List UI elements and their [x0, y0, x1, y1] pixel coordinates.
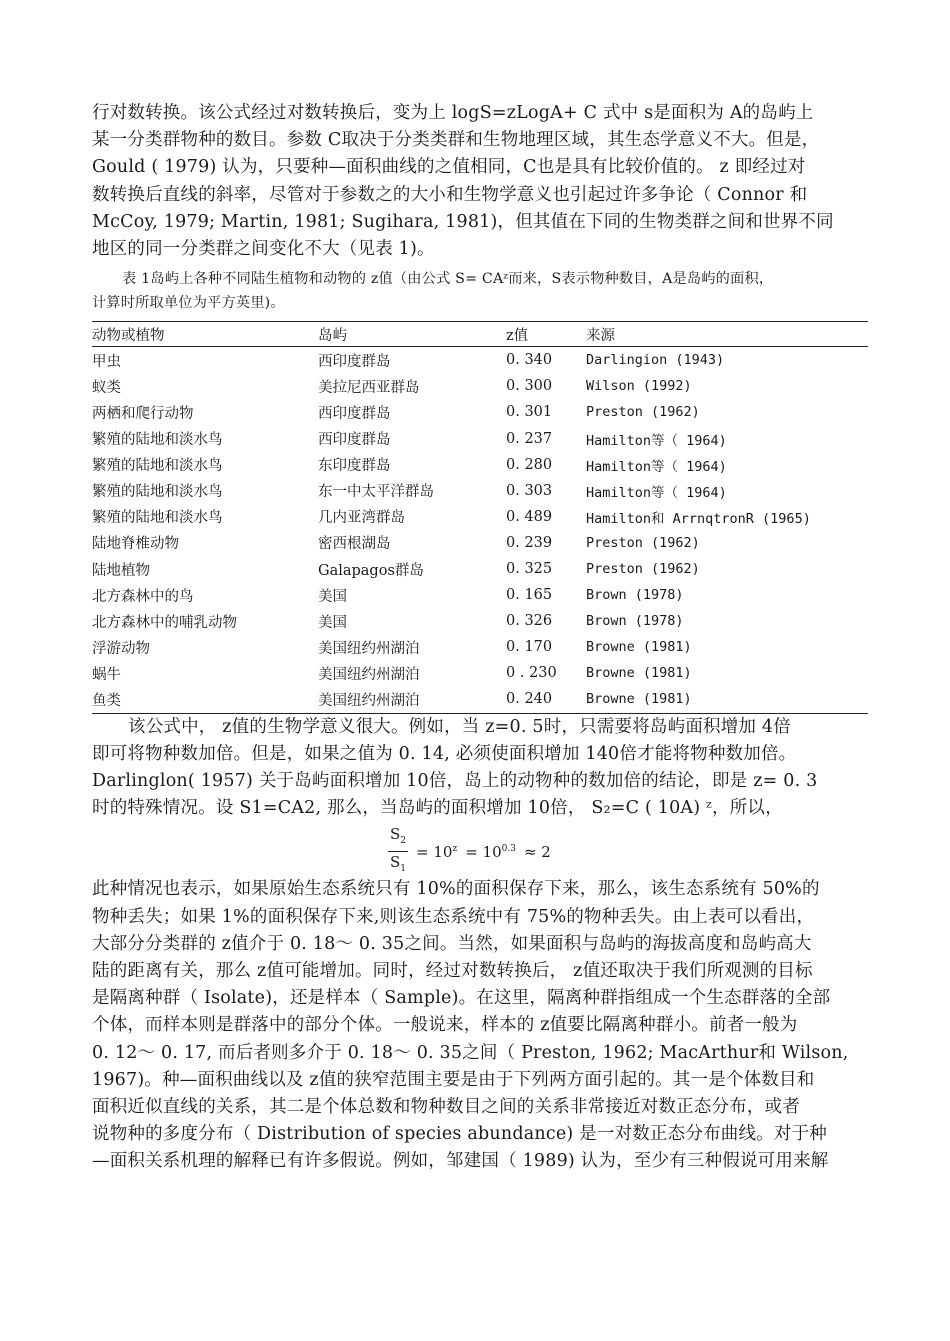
cell-z-value: 0. 170 — [506, 639, 553, 656]
caption-line: 计算时所取单位为平方英里)。 — [92, 295, 285, 312]
table-row — [92, 347, 868, 374]
text-line: Gould ( 1979) 认为，只要种—面积曲线的之值相同，C也是具有比较价值的。 z 即经过对 — [92, 157, 806, 178]
cell-source: Hamilton等（ 1964) — [586, 432, 727, 449]
cell-source: Brown (1978) — [586, 587, 684, 604]
cell-z-value: 0. 280 — [506, 456, 553, 473]
text-line: 陆的距离有关，那么 z值可能增加。同时，经过对数转换后， z值还取决于我们所观测的目标 — [92, 960, 813, 981]
formula-denominator — [390, 852, 406, 879]
text-line: 1967)。种—面积曲线以及 z值的狭窄范围主要是由于下列两方面引起的。其一是个体数目和 — [92, 1069, 815, 1090]
table-row — [92, 399, 868, 425]
text-line: 该公式中， z值的生物学意义很大。例如，当 z=0. 5时，只需要将岛屿面积增加 4倍 — [128, 716, 791, 737]
text-line: 数转换后直线的斜率，尽管对于参数之的大小和生物学意义也引起过许多争论（ Connor 和 — [92, 184, 808, 205]
text-line: 此种情况也表示，如果原始生态系统只有 10%的面积保存下来，那么，该生态系统有 50%的 — [92, 879, 820, 900]
cell-island: 美国纽约州湖泊 — [318, 666, 420, 683]
intro-paragraph — [92, 100, 868, 263]
cell-organism: 两栖和爬行动物 — [92, 405, 194, 422]
numerator-subscript: 2 — [400, 836, 407, 847]
text-line: 行对数转换。该公式经过对数转换后，变为上 logS=zLogA+ C 式中 s是面积为 A的岛屿上 — [92, 103, 814, 123]
cell-source: Darlingion (1943) — [586, 352, 725, 369]
text-line: 大部分分类群的 z值介于 0. 18～ 0. 35之间。当然，如果面积与岛屿的海拔高度和岛屿高大 — [92, 933, 812, 954]
table-row — [92, 634, 868, 660]
text-line: 物种丢失；如果 1%的面积保存下来,则该生态系统中有 75%的物种丢失。由上表可以看出， — [92, 906, 815, 927]
cell-source: Hamilton等（ 1964) — [586, 458, 727, 475]
term-2-base: = 10 — [465, 842, 502, 861]
cell-source: Browne (1981) — [586, 639, 692, 656]
cell-organism: 浮游动物 — [92, 640, 150, 657]
cell-island: 密西根湖岛 — [318, 536, 391, 553]
cell-z-value: 0. 237 — [506, 430, 553, 447]
cell-z-value: 0. 340 — [506, 352, 553, 369]
table-row — [92, 452, 868, 478]
table-row — [92, 582, 868, 608]
cell-island: 几内亚湾群岛 — [318, 510, 405, 527]
text-line: 时的特殊情况。设 S1=CA2, 那么，当岛屿的面积增加 10倍， S₂=C ( 10A) ᶻ，所以， — [92, 798, 783, 819]
cell-z-value: 0. 301 — [506, 404, 553, 421]
cell-organism: 繁殖的陆地和淡水鸟 — [92, 432, 223, 449]
cell-island: 美拉尼西亚群岛 — [318, 379, 420, 396]
caption-line: 表 1岛屿上各种不同陆生植物和动物的 z值（由公式 S= CAᶻ而来，S表示物种数目，A是岛屿的面积， — [122, 271, 774, 288]
text-line: 是隔离种群（ Isolate)，还是样本（ Sample)。在这里，隔离种群指组成一个生态群落的全部 — [92, 988, 831, 1009]
text-line: 个体，而样本则是群落中的部分个体。一般说来，样本的 z值要比隔离种群小。前者一般为 — [92, 1015, 798, 1036]
cell-island: 美国纽约州湖泊 — [318, 686, 506, 713]
formula-term-3: ≈ 2 — [523, 842, 551, 861]
cell-island: 美国 — [318, 588, 347, 605]
header-z-value: z值 — [506, 322, 586, 347]
text-line: 地区的同一分类群之间变化不大（见表 1)。 — [92, 239, 435, 260]
table-body — [92, 347, 868, 713]
cell-organism: 蚁类 — [92, 379, 121, 396]
table-row — [92, 478, 868, 504]
cell-z-value: 0. 165 — [506, 587, 553, 604]
z-value-table — [92, 321, 868, 713]
cell-organism: 繁殖的陆地和淡水鸟 — [92, 484, 223, 501]
cell-z-value: 0. 300 — [506, 378, 553, 395]
term-1-exponent: z — [452, 843, 458, 854]
cell-island: 美国 — [318, 614, 347, 631]
paragraph-after-table — [92, 714, 868, 823]
cell-organism: 蜗牛 — [92, 666, 121, 683]
text-line: 面积近似直线的关系，其二是个体总数和物种数目之间的关系非常接近对数正态分布，或者 — [92, 1096, 800, 1117]
cell-organism: 繁殖的陆地和淡水鸟 — [92, 458, 223, 475]
table-row — [92, 530, 868, 556]
cell-source: Browne (1981) — [586, 686, 868, 713]
cell-z-value: 0. 303 — [506, 482, 553, 499]
cell-organism: 甲虫 — [92, 353, 121, 370]
table-row — [92, 686, 868, 713]
table-row — [92, 426, 868, 452]
cell-z-value: 0. 240 — [506, 686, 586, 713]
cell-organism: 北方森林中的哺乳动物 — [92, 614, 237, 631]
header-source: 来源 — [586, 322, 868, 347]
table-row — [92, 660, 868, 686]
table-row — [92, 556, 868, 582]
table-row — [92, 373, 868, 399]
cell-island: 东一中太平洋群岛 — [318, 484, 434, 501]
text-line: 说物种的多度分布（ Distribution of species abundance) 是一对数正态分布曲线。对于种 — [92, 1124, 827, 1145]
numerator-symbol: S — [390, 825, 401, 844]
denominator-symbol: S — [390, 853, 401, 872]
cell-source: Brown (1978) — [586, 613, 684, 630]
cell-z-value: 0. 239 — [506, 534, 553, 551]
cell-source: Preston (1962) — [586, 534, 700, 551]
table-caption — [92, 267, 868, 315]
page-content — [92, 100, 868, 1176]
formula-term-2 — [465, 843, 516, 861]
formula-fraction — [388, 824, 408, 879]
text-line: —面积关系机理的解释已有许多假说。例如，邹建国（ 1989) 认为，至少有三种假说可用来解 — [92, 1151, 829, 1172]
cell-source: Wilson (1992) — [586, 378, 692, 395]
table-row — [92, 504, 868, 530]
cell-organism: 北方森林中的鸟 — [92, 588, 194, 605]
cell-organism: 鱼类 — [92, 686, 318, 713]
header-island: 岛屿 — [318, 322, 506, 347]
cell-z-value: 0. 489 — [506, 508, 553, 525]
cell-z-value: 0. 326 — [506, 613, 553, 630]
cell-island: 西印度群岛 — [318, 405, 391, 422]
cell-island: 东印度群岛 — [318, 458, 391, 475]
text-line: 某一分类群物种的数目。参数 C取决于分类类群和生物地理区域，其生态学意义不大。但是， — [92, 130, 820, 151]
cell-organism: 繁殖的陆地和淡水鸟 — [92, 510, 223, 527]
text-line: McCoy, 1979; Martin, 1981; Sugihara, 1981)，但其值在下同的生物类群之间和世界不同 — [92, 211, 834, 232]
cell-island: 西印度群岛 — [318, 353, 391, 370]
table-row — [92, 608, 868, 634]
cell-source: Preston (1962) — [586, 561, 700, 578]
cell-source: Hamilton等（ 1964) — [586, 484, 727, 501]
text-line: Darlinglon( 1957) 关于岛屿面积增加 10倍，岛上的动物种的数加倍的结论，即是 z= 0. 3 — [92, 770, 818, 791]
term-2-exponent: 0.3 — [501, 843, 516, 854]
final-paragraph — [92, 876, 868, 1175]
formula-body — [388, 824, 559, 879]
text-line: 即可将物种数加倍。但是，如果之值为 0. 14, 必须使面积增加 140倍才能将物种数加倍。 — [92, 743, 797, 764]
cell-source: Preston (1962) — [586, 404, 700, 421]
cell-island: 西印度群岛 — [318, 432, 391, 449]
cell-island: 美国纽约州湖泊 — [318, 640, 420, 657]
species-ratio-formula — [92, 822, 868, 876]
table-header-row — [92, 322, 868, 347]
formula-numerator — [388, 824, 408, 852]
cell-z-value: 0 . 230 — [506, 665, 557, 682]
formula-term-1 — [416, 843, 457, 861]
text-line: 0. 12～ 0. 17, 而后者则多介于 0. 18～ 0. 35之间（ Preston, 1962; MacArthur和 Wilson, — [92, 1042, 849, 1063]
cell-source: Browne (1981) — [586, 665, 692, 682]
cell-organism: 陆地脊椎动物 — [92, 536, 179, 553]
denominator-subscript: 1 — [400, 864, 407, 875]
cell-organism: 陆地植物 — [92, 562, 150, 579]
header-organism: 动物或植物 — [92, 322, 318, 347]
cell-source: Hamilton和 ArrnqtronR (1965) — [586, 510, 811, 527]
term-1-base: = 10 — [416, 842, 453, 861]
cell-z-value: 0. 325 — [506, 561, 553, 578]
cell-island: Galapagos群岛 — [318, 562, 424, 579]
